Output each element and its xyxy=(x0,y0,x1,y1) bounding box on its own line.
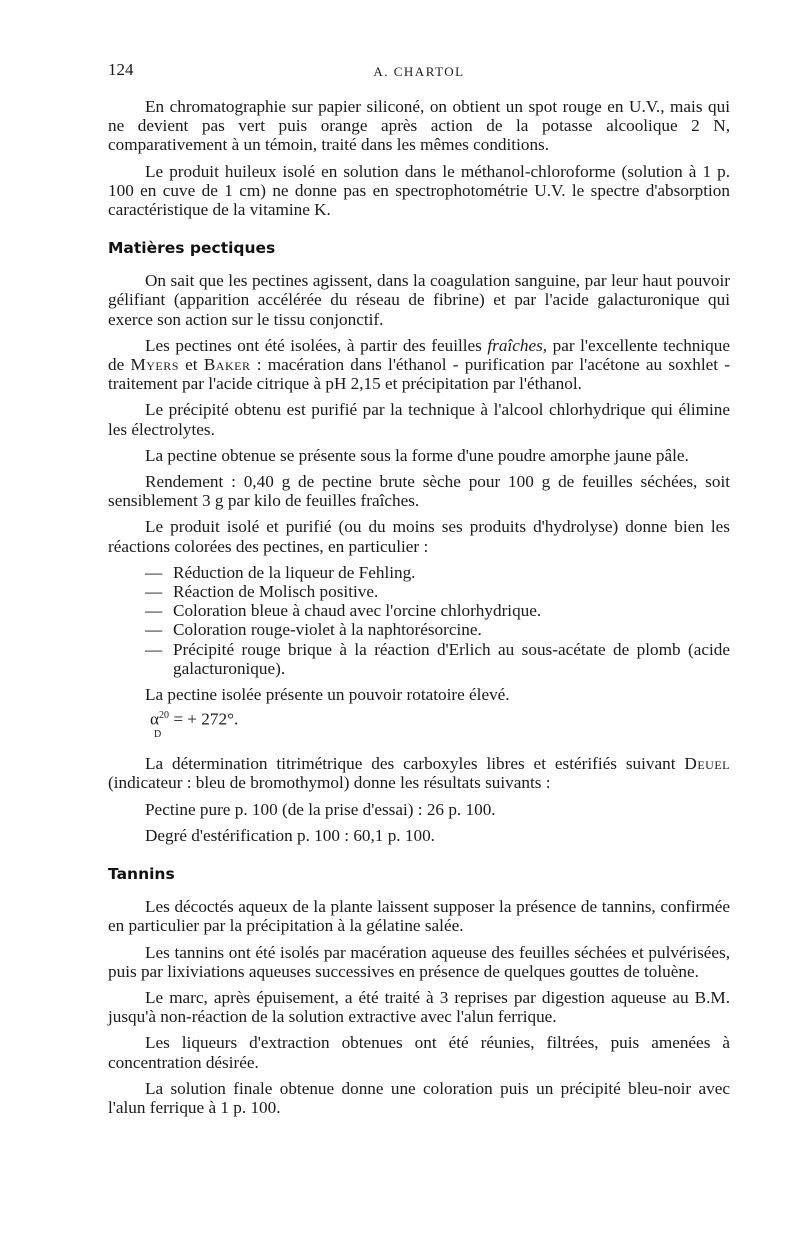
formula-superscript: 20 xyxy=(159,710,170,722)
running-head: A. CHARTOL xyxy=(373,64,465,79)
dash-marker: — xyxy=(145,562,163,582)
paragraph xyxy=(108,336,730,394)
paragraph: Les liqueurs d'extraction obtenues ont été réunies, filtrées, puis amenées à concentration désirée. xyxy=(108,1033,730,1072)
dash-marker: — xyxy=(145,582,163,602)
paragraph: Le marc, après épuisement, a été traité à 3 reprises par digestion aqueuse au B.M. jusqu'à non-réaction de la solution extractive avec l'alun ferrique. xyxy=(108,987,730,1027)
list-item xyxy=(145,620,730,639)
list-item xyxy=(145,563,730,582)
paragraph: Degré d'estérification p. 100 : 60,1 p. 100. xyxy=(145,825,435,845)
paragraph xyxy=(108,754,730,792)
text-run: La détermination titrimétrique des carboxyles libres et estérifiés suivant xyxy=(145,754,685,774)
text-run: (indicateur : bleu de bromothymol) donne les résultats suivants : xyxy=(108,773,551,793)
list-item-text: Précipité rouge brique à la réaction d'Erlich au sous-acétate de plomb (acide galacturonique). xyxy=(173,639,730,678)
list-item xyxy=(145,601,730,620)
list-item-text: Réaction de Molisch positive. xyxy=(173,582,379,602)
paragraph: Pectine pure p. 100 (de la prise d'essai) : 26 p. 100. xyxy=(145,799,496,819)
dash-marker: — xyxy=(145,620,163,640)
emphasis-text: fraîches, xyxy=(487,335,548,355)
list-item xyxy=(145,582,730,601)
author-name: Myers xyxy=(130,355,179,375)
page-number: 124 xyxy=(108,60,134,79)
paragraph: Le produit isolé et purifié (ou du moins ses produits d'hydrolyse) donne bien les réactions colorées des pectines, en particulier : xyxy=(108,517,730,556)
page-header xyxy=(108,60,730,84)
section-heading-tannins: Tannins xyxy=(108,865,175,884)
list-item-text: Coloration rouge-violet à la naphtorésorcine. xyxy=(173,620,482,640)
paragraph: En chromatographie sur papier siliconé, on obtient un spot rouge en U.V., mais qui ne devient pas vert puis orange après action de la potasse alcoolique 2 N, comparativement à un témoin, traité dans les mêmes conditions. xyxy=(108,97,730,155)
formula-alpha: α xyxy=(150,710,160,730)
author-name: Deuel xyxy=(684,754,730,774)
text-run: Les pectines ont été isolées, à partir des feuilles xyxy=(145,335,488,355)
paragraph: La pectine obtenue se présente sous la forme d'une poudre amorphe jaune pâle. xyxy=(145,445,689,465)
list-item-text: Coloration bleue à chaud avec l'orcine chlorhydrique. xyxy=(173,601,542,621)
formula-subscript: D xyxy=(154,729,162,741)
paragraph: Le précipité obtenu est purifié par la technique à l'alcool chlorhydrique qui élimine les électrolytes. xyxy=(108,400,730,439)
rotation-formula xyxy=(150,706,730,740)
section-heading-pectines: Matières pectiques xyxy=(108,239,276,258)
paragraph: Les décoctés aqueux de la plante laissent supposer la présence de tannins, confirmée en particulier par la précipitation à la gélatine salée. xyxy=(108,897,730,936)
author-name: Baker xyxy=(203,355,251,375)
reaction-list xyxy=(145,563,730,678)
paragraph: Les tannins ont été isolés par macération aqueuse des feuilles séchées et pulvérisées, puis par lixiviations aqueuses successives en présence de quelques gouttes de toluène. xyxy=(108,942,730,981)
paragraph: La pectine isolée présente un pouvoir rotatoire élevé. xyxy=(145,685,510,705)
list-item-text: Réduction de la liqueur de Fehling. xyxy=(173,562,416,582)
text-run: et xyxy=(178,355,204,375)
text-run: par l'excellente technique de xyxy=(108,335,730,375)
paragraph: Rendement : 0,40 g de pectine brute sèche pour 100 g de feuilles séchées, soit sensiblement 3 g par kilo de feuilles fraîches. xyxy=(108,472,730,511)
dash-marker: — xyxy=(145,601,163,621)
paragraph: Le produit huileux isolé en solution dans le méthanol-chloroforme (solution à 1 p. 100 en cuve de 1 cm) ne donne pas en spectrophotométrie U.V. le spectre d'absorption caractéristique de la vitamine K. xyxy=(108,161,730,220)
formula-value: = + 272°. xyxy=(169,710,239,730)
text-run: : macération dans l'éthanol - purification par l'acétone au soxhlet - traitement par l'acide citrique à pH 2,15 et précipitation par l'éthanol. xyxy=(108,355,730,394)
page-body xyxy=(108,97,730,1124)
dash-marker: — xyxy=(145,639,163,659)
paragraph: On sait que les pectines agissent, dans la coagulation sanguine, par leur haut pouvoir gélifiant (apparition accélérée du réseau de fibrine) et par l'acide galacturonique qui exerce son action sur le tissu conjonctif. xyxy=(108,271,730,329)
paragraph: La solution finale obtenue donne une coloration puis un précipité bleu-noir avec l'alun ferrique à 1 p. 100. xyxy=(108,1078,730,1117)
list-item xyxy=(145,640,730,678)
